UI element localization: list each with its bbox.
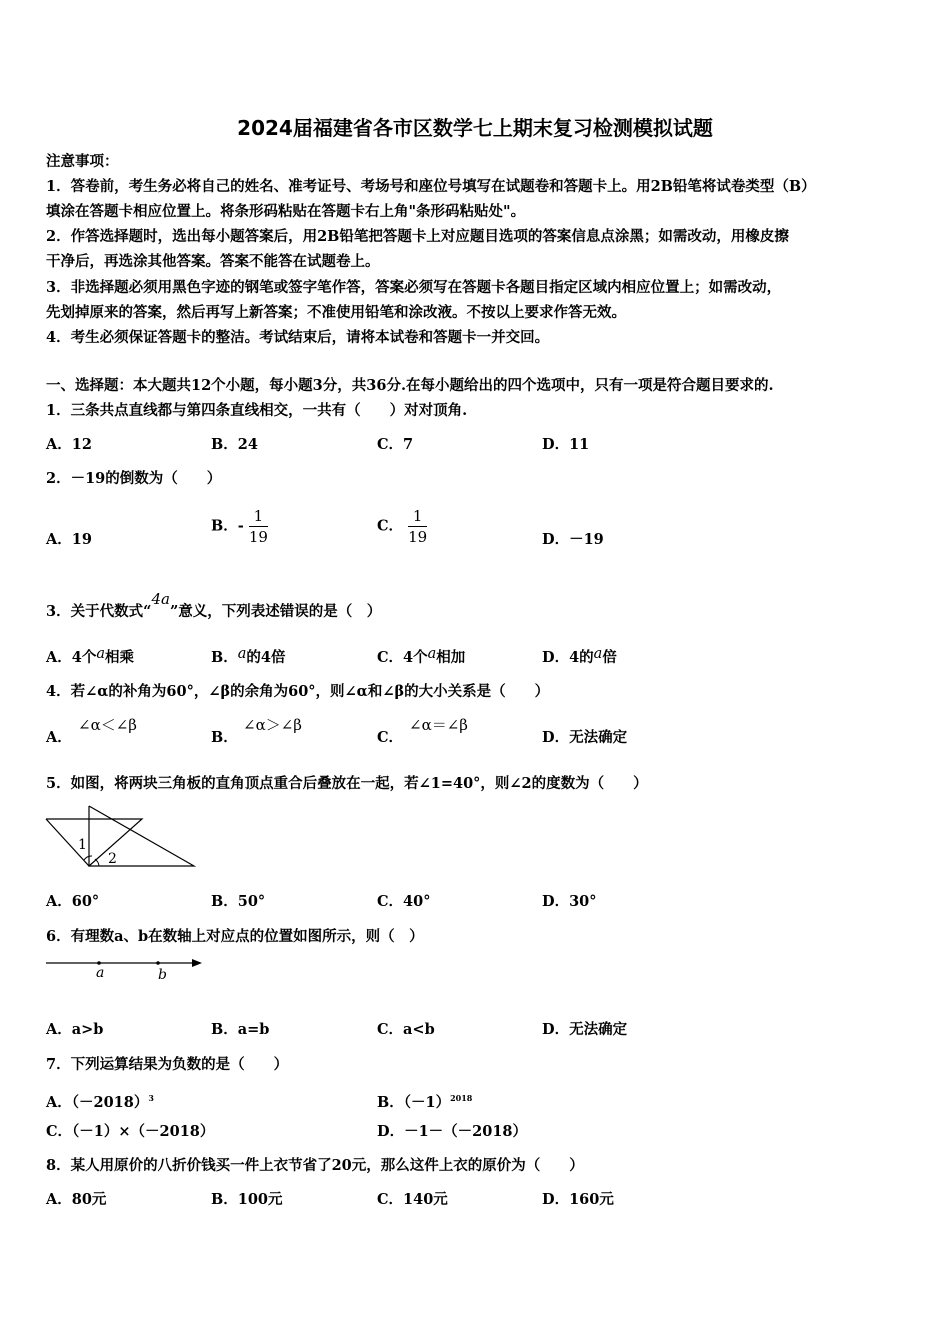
- q8-option-d: D．160元: [542, 1191, 614, 1208]
- fraction: [249, 506, 268, 547]
- q1-option-a: A．12: [46, 436, 92, 453]
- question-2-stem: 2．－19的倒数为（ ）: [46, 470, 222, 487]
- q7-a-exponent: 3: [148, 1093, 154, 1103]
- q5-option-c: C．40°: [377, 893, 431, 910]
- q3-stem-post: ”意义，下列表述错误的是（ ）: [169, 603, 382, 620]
- q4-option-a-expr: ∠α＜∠β: [78, 716, 137, 734]
- q3-option-c: [377, 646, 466, 667]
- q8-option-c: C．140元: [377, 1191, 448, 1208]
- denominator: 19: [408, 528, 428, 546]
- q8-option-a: A．80元: [46, 1191, 107, 1208]
- notice-line: 先划掉原来的答案，然后再写上新答案；不准使用铅笔和涂改液。不按以上要求作答无效。: [46, 304, 626, 321]
- angle-2-arc: [95, 859, 99, 866]
- q7-option-b: [377, 1089, 472, 1112]
- notice-line: 填涂在答题卡相应位置上。将条形码粘贴在答题卡右上角"条形码粘贴处"。: [46, 203, 526, 220]
- q4-option-d: D．无法确定: [542, 729, 628, 746]
- q2-option-a: A．19: [46, 531, 92, 548]
- q1-option-b: B．24: [211, 436, 258, 453]
- q3-option-a: [46, 646, 134, 667]
- q7-option-a: [46, 1089, 154, 1112]
- angle-2-label: 2: [108, 851, 117, 867]
- denominator: 19: [248, 528, 268, 546]
- q3-b-var: a: [237, 646, 247, 662]
- q2-option-b: [211, 506, 268, 547]
- triangle-1: [46, 819, 142, 866]
- q4-option-c-label: C．: [377, 729, 404, 746]
- q7-a-base: A．（－2018）: [46, 1093, 149, 1111]
- notice-line: 2．作答选择题时，选出每小题答案后，用2B铅笔把答题卡上对应题目选项的答案信息点涂黑；如需改动，用橡皮擦: [46, 228, 789, 245]
- q1-option-c: C．7: [377, 436, 414, 453]
- question-6-stem: 6．有理数a、b在数轴上对应点的位置如图所示，则（ ）: [46, 928, 424, 945]
- q6-option-c: C．a<b: [377, 1021, 435, 1038]
- fraction: [408, 506, 427, 547]
- notice-heading: 注意事项：: [46, 153, 119, 170]
- q6-option-d: D．无法确定: [542, 1021, 628, 1038]
- angle-1-arc: [84, 856, 92, 860]
- q7-option-c: C．（－1）×（－2018）: [46, 1123, 215, 1140]
- point-a-label: a: [96, 965, 105, 981]
- notice-line: 干净后，再选涂其他答案。答案不能答在试题卷上。: [46, 253, 380, 270]
- q2-option-c-label: C．: [377, 517, 404, 535]
- q3-a-pre: A．4个: [46, 649, 97, 666]
- notice-line: 3．非选择题必须用黑色字迹的钢笔或签字笔作答，答案必须写在答题卡各题目指定区域内相应位置上；如需改动，: [46, 279, 782, 296]
- q2-option-b-label: B．: [211, 517, 238, 535]
- q3-a-post: 相乘: [105, 649, 134, 666]
- q3-b-post: 的4倍: [246, 649, 286, 666]
- question-7-stem: 7．下列运算结果为负数的是（ ）: [46, 1056, 289, 1073]
- q3-d-post: 倍: [602, 649, 617, 666]
- q3-c-post: 相加: [436, 649, 466, 666]
- question-5-stem: 5．如图，将两块三角板的直角顶点重合后叠放在一起，若∠1=40°，则∠2的度数为（ ）: [46, 775, 648, 792]
- q2-option-d: D．－19: [542, 531, 604, 548]
- question-1-stem: 1．三条共点直线都与第四条直线相交，一共有（ ）对对顶角.: [46, 402, 468, 419]
- q1-option-d: D．11: [542, 436, 590, 453]
- q7-b-exponent: 2018: [450, 1093, 473, 1103]
- q3-d-pre: D．4的: [542, 649, 594, 666]
- q5-option-a: A．60°: [46, 893, 100, 910]
- notice-line: 4．考生必须保证答题卡的整洁。考试结束后，请将本试卷和答题卡一并交回。: [46, 329, 550, 346]
- point-b-dot: [156, 961, 160, 965]
- q3-c-pre: C．4个: [377, 649, 428, 666]
- question-8-stem: 8．某人用原价的八折价钱买一件上衣节省了20元，那么这件上衣的原价为（ ）: [46, 1157, 584, 1174]
- number-line: [44, 954, 206, 986]
- q3-option-d: [542, 646, 617, 667]
- q4-option-c-expr: ∠α＝∠β: [409, 716, 468, 734]
- question-4-stem: 4．若∠α的补角为60°，∠β的余角为60°，则∠α和∠β的大小关系是（ ）: [46, 683, 550, 700]
- q6-option-b: B．a=b: [211, 1021, 270, 1038]
- q3-expression: 4a: [151, 590, 170, 608]
- q3-a-var: a: [96, 646, 105, 662]
- triangle-2: [89, 806, 194, 866]
- page-title: 2024届福建省各市区数学七上期末复习检测模拟试题: [237, 116, 713, 140]
- q3-option-b: [211, 646, 286, 667]
- q7-option-d: D．－1－（－2018）: [377, 1123, 528, 1140]
- q3-c-var: a: [427, 646, 437, 662]
- q4-option-b-expr: ∠α＞∠β: [243, 716, 302, 734]
- triangle-figure: [44, 804, 199, 872]
- angle-1-label: 1: [78, 837, 87, 853]
- section-heading: 一、选择题：本大题共12个小题，每小题3分，共36分.在每小题给出的四个选项中，只有一项是符合题目要求的.: [46, 377, 774, 394]
- q8-option-b: B．100元: [211, 1191, 283, 1208]
- q7-b-base: B．（－1）: [377, 1093, 451, 1111]
- numerator: 1: [408, 506, 427, 527]
- q4-option-b-label: B．: [211, 729, 238, 746]
- q6-option-a: A．a>b: [46, 1021, 104, 1038]
- q2-option-b-sign: -: [237, 517, 244, 535]
- q5-option-d: D．30°: [542, 893, 597, 910]
- q3-d-var: a: [593, 646, 603, 662]
- notice-line: 1．答卷前，考生务必将自己的姓名、准考证号、考场号和座位号填写在试题卷和答题卡上。用2B铅笔将试卷类型（B）: [46, 178, 816, 195]
- numerator: 1: [249, 506, 268, 527]
- q3-stem-pre: 3．关于代数式“: [46, 603, 152, 620]
- q4-option-a-label: A．: [46, 729, 72, 746]
- point-b-label: b: [158, 967, 167, 983]
- question-3-stem: [46, 590, 382, 621]
- arrow-right-icon: [192, 959, 202, 967]
- q2-option-c: [377, 506, 427, 547]
- q5-option-b: B．50°: [211, 893, 266, 910]
- q3-b-pre: B．: [211, 649, 238, 666]
